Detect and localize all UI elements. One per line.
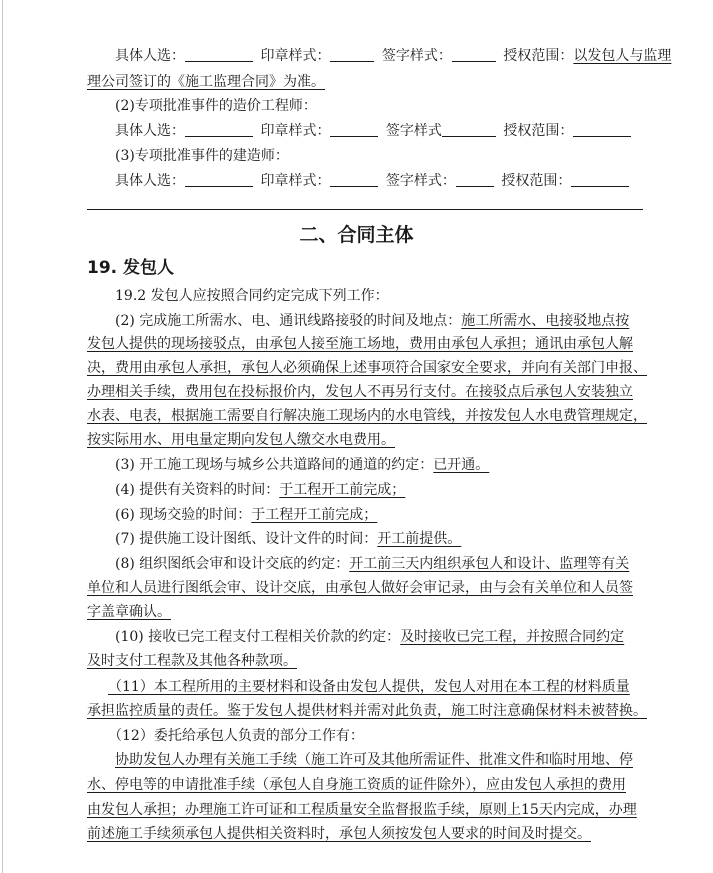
person-blank — [185, 46, 253, 62]
scope-label: 授权范围： — [501, 173, 572, 189]
scope-value-continued: 理公司签订的《施工监理合同》为准。 — [87, 74, 325, 90]
item-8-line-1 — [115, 554, 629, 574]
item-12-line-1: 协助发包人办理有关施工手续（施工许可及其他所需证件、批准文件和临时用地、停 — [115, 752, 633, 768]
item-6-line — [115, 505, 377, 525]
seal-blank — [330, 46, 374, 62]
item-7-line — [115, 529, 461, 549]
scope-blank — [571, 171, 629, 187]
item-10-value: 及时接收已完工程，并按照合同约定 — [400, 629, 625, 645]
item-2-label: (2) 完成施工所需水、电、通讯线路接驳的时间及地点： — [115, 313, 462, 329]
item-2-line-1 — [115, 311, 629, 331]
item-2-line-5: 水表、电表，根据施工需要自行解决施工现场内的水电管线，并按发包人水电费管理规定， — [87, 408, 647, 424]
section-title: 二、合同主体 — [299, 224, 414, 246]
item-10-line-2: 及时支付工程款及其他各种款项。 — [87, 653, 297, 669]
authorized-person-line-3 — [115, 171, 629, 191]
item-12-label: （12）委托给承包人负责的部分工作有： — [108, 728, 364, 744]
scope-label: 授权范围： — [503, 48, 574, 64]
person-blank — [185, 171, 253, 187]
sign-blank — [452, 46, 496, 62]
item-7-label: (7) 提供施工设计图纸、设计文件的时间： — [115, 531, 378, 547]
person-blank — [185, 121, 253, 137]
item-3-label: (3) 开工施工现场与城乡公共道路间的通道的约定： — [115, 457, 434, 473]
item-2-line-4: 办理相关手续，费用包在投标报价内，发包人不再另行支付。在接驳点后承包人安装独立 — [87, 384, 633, 400]
item-8-label: (8) 组织图纸会审和设计交底的约定： — [115, 556, 350, 572]
seal-label: 印章样式： — [260, 123, 331, 139]
item-12-line-2: 水、停电等的申请批准手续（承包人自身施工资质的证件除外），应由发包人承担的费用 — [87, 777, 626, 793]
item-10-label: (10) 接收已完工程支付工程相关价款的约定： — [115, 629, 401, 645]
item-8-line-3: 字盖章确认。 — [87, 604, 171, 620]
sign-blank — [456, 171, 494, 187]
item-2-line-6: 按实际用水、用电量定期向发包人缴交水电费用。 — [87, 432, 395, 448]
seal-label: 印章样式： — [260, 173, 331, 189]
seal-label: 印章样式： — [260, 48, 331, 64]
authorized-person-line-2 — [115, 121, 631, 141]
sign-blank — [442, 121, 496, 137]
item-10-line-1 — [115, 627, 624, 647]
section-divider — [87, 209, 643, 210]
authorized-person-line-1 — [115, 46, 671, 66]
item-8-line-2: 单位和人员进行图纸会审、设计交底，由承包人做好会审记录，由与会有关单位和人员签 — [87, 580, 633, 596]
seal-blank — [330, 171, 378, 187]
item-4-label: (4) 提供有关资料的时间： — [115, 482, 280, 498]
item-12-line-3: 由发包人承担；办理施工许可证和工程质量安全监督报监手续，原则上15天内完成，办理 — [87, 802, 637, 818]
scope-blank — [573, 121, 631, 137]
seal-blank — [330, 121, 378, 137]
item-2-line-2: 发包人提供的现场接驳点，由承包人接至施工场地，费用由承包人承担；通讯由承包人解 — [87, 336, 633, 352]
clause-heading: 19. 发包人 — [87, 258, 175, 278]
item-4-line — [115, 480, 405, 500]
item-3-line — [115, 455, 489, 475]
person-label: 具体人选： — [115, 173, 185, 189]
person-label: 具体人选： — [115, 123, 185, 139]
scope-value: 以发包人与监理 — [573, 48, 672, 64]
item-builder-label: (3)专项批准事件的建造师： — [115, 148, 289, 164]
item-6-label: (6) 现场交验的时间： — [115, 507, 252, 523]
person-label: 具体人选： — [115, 48, 185, 64]
item-11-line-2: 承担监控质量的责任。鉴于发包人提供材料并需对此负责，施工时注意确保材料未被替换。 — [87, 703, 647, 719]
item-11-line-1: （11）本工程所用的主要材料和设备由发包人提供，发包人对用在本工程的材料质量 — [108, 679, 630, 695]
sign-label: 签字样式： — [381, 48, 452, 64]
clause-intro: 19.2 发包人应按照合同约定完成下列工作： — [115, 288, 389, 304]
item-3-value: 已开通。 — [433, 457, 490, 473]
item-4-value: 于工程开工前完成； — [279, 482, 406, 498]
scope-label: 授权范围： — [503, 123, 574, 139]
item-6-value: 于工程开工前完成； — [251, 507, 378, 523]
page-edge-line — [2, 0, 3, 873]
sign-label: 签字样式 — [385, 123, 442, 139]
item-7-value: 开工前提供。 — [377, 531, 462, 547]
sign-label: 签字样式： — [385, 173, 456, 189]
item-cost-engineer-label: (2)专项批准事件的造价工程师： — [115, 98, 317, 114]
item-2-line-3: 决，费用由承包人承担，承包人必须确保上述事项符合国家安全要求，并向有关部门申报、 — [87, 360, 647, 376]
item-8-value: 开工前三天内组织承包人和设计、监理等有关 — [349, 556, 630, 572]
item-12-line-4: 前述施工手续须承包人提供相关资料时，承包人须按发包人要求的时间及时提交。 — [87, 826, 591, 842]
item-2-value: 施工所需水、电接驳地点按 — [461, 313, 630, 329]
